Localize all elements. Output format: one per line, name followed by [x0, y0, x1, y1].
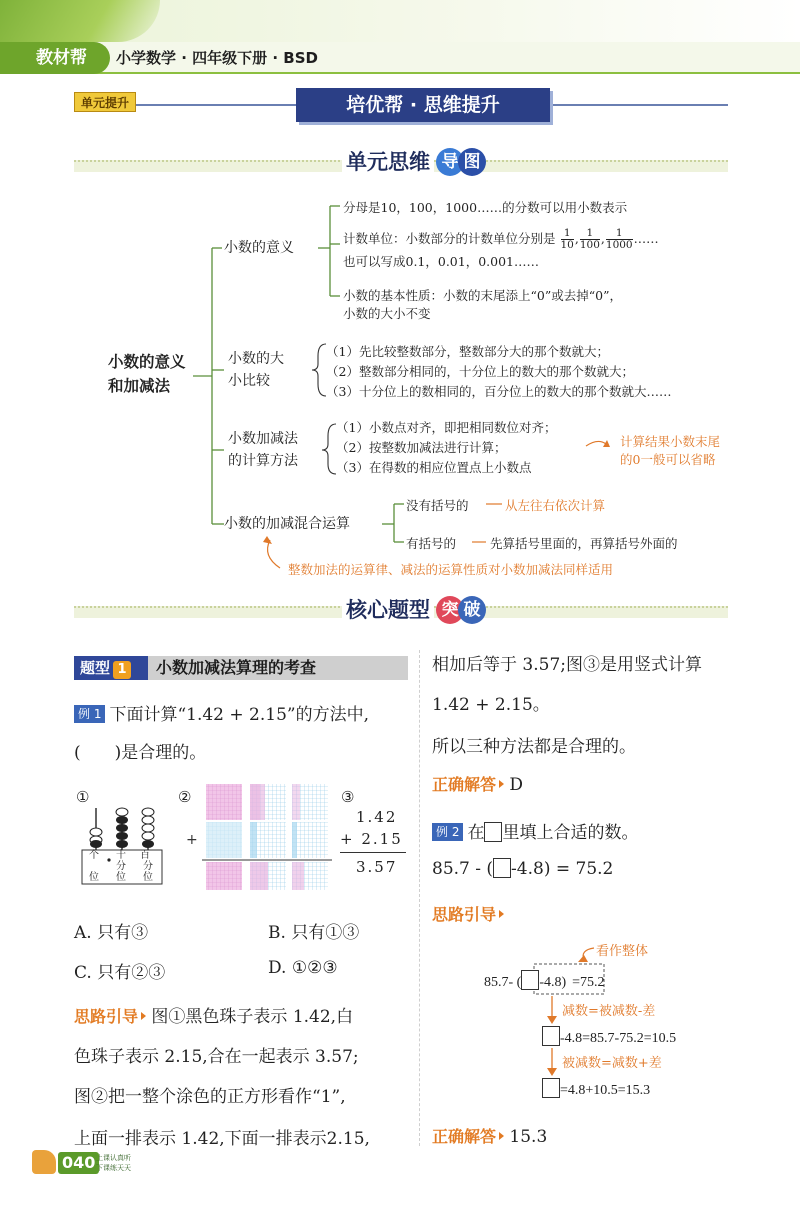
node-mixed: 小数的加减混合运算	[224, 516, 350, 532]
vertical-addend-1: 1.42	[356, 808, 398, 826]
example1-answer-head: 正确解答	[432, 775, 497, 794]
mindmap-title-text: 单元思维	[342, 144, 434, 180]
derivation-eq-2	[542, 1026, 676, 1047]
root-line-1: 小数的意义	[108, 353, 186, 371]
abacus-label-bai: 百	[140, 850, 150, 861]
eq2-text: -4.8=85.7-75.2=10.5	[560, 1031, 677, 1046]
book-title: 小学数学 · 四年级下册 · BSD	[116, 49, 318, 67]
mixed-no-bracket-rule: 从左往右依次计算	[505, 498, 606, 513]
meaning-item-3-line-1: 小数的基本性质：小数的末尾添上“0”或去掉“0”，	[343, 288, 622, 303]
abacus-sub-ge: 位	[89, 872, 99, 883]
mixed-bracket: 有括号的	[406, 536, 457, 551]
derivation-eq-1	[484, 970, 605, 991]
eq3-box	[542, 1078, 560, 1098]
example1-tag: 例 1	[74, 705, 105, 723]
compare-item-2: （2）整数部分相同的，十分位上的数大的那个数就大；	[326, 364, 634, 379]
method-item-2: （2）按整数加减法进行计算；	[336, 440, 507, 455]
eq3-text: =4.8+10.5=15.3	[560, 1083, 651, 1098]
option-d-text: ①②③	[291, 958, 338, 978]
vertical-result: 3.57	[356, 858, 398, 876]
whole-note: 看作整体	[596, 944, 649, 959]
equation-part-a: 85.7 - (	[432, 859, 494, 879]
eq1-c: =75.2	[572, 975, 605, 990]
page-number: 040	[58, 1152, 99, 1174]
fig-label-1: ①	[76, 788, 90, 806]
abacus-sub-shi: 分	[116, 861, 126, 872]
rule-1: 减数=被减数-差	[562, 1004, 656, 1019]
example2-q-a: 在	[467, 823, 485, 843]
method-note-1: 计算结果小数末尾	[620, 434, 721, 449]
derivation-eq-3	[542, 1078, 650, 1099]
compare-item-1: （1）先比较整数部分，整数部分大的那个数就大；	[326, 344, 609, 359]
abacus-sub2-bai: 位	[143, 872, 153, 883]
example1-answer-value: D	[509, 775, 524, 795]
fig-label-2: ②	[178, 788, 192, 806]
example1-hint-line-5: 相加后等于 3.57;图③是用竖式计算	[432, 655, 702, 675]
abacus-sub-bai: 分	[143, 861, 153, 872]
frac-num: 1	[561, 228, 574, 240]
frac-num: 1	[606, 228, 633, 240]
example2-answer-head: 正确解答	[432, 1127, 497, 1146]
abacus-label-ge: 个	[89, 850, 99, 861]
unit-suffix: ……	[633, 231, 659, 246]
answer2-arrow-icon	[499, 1132, 504, 1140]
footer-note-1: 上课认真听	[96, 1154, 131, 1162]
compare-item-3: （3）十分位上的数相同的，百分位上的数大的那个数就大……	[326, 384, 672, 399]
mixed-no-bracket: 没有括号的	[406, 498, 469, 513]
example1-hint-line-3: 图②把一整个涂色的正方形看作“1”,	[74, 1087, 346, 1107]
option-c-key: C.	[74, 963, 92, 983]
meaning-item-2-line-2: 也可以写成0.1，0.01，0.001……	[343, 254, 539, 269]
core-title-text: 核心题型	[342, 592, 434, 628]
rule-2: 被减数=减数+差	[562, 1056, 662, 1071]
method-note-2: 的0一般可以省略	[620, 452, 716, 467]
example1-hint-line-2: 色珠子表示 2.15,合在一起表示 3.57;	[74, 1047, 359, 1067]
option-b-key: B.	[268, 923, 286, 943]
footer-note	[96, 1153, 131, 1173]
option-a-text: 只有③	[97, 923, 149, 943]
vertical-addend-2: + 2.15	[340, 830, 403, 848]
section-banner: 培优帮 · 思维提升	[296, 88, 550, 122]
node-meaning: 小数的意义	[224, 240, 294, 256]
unit-tag: 单元提升	[74, 92, 136, 112]
example1-hint-line-4: 上面一排表示 1.42,下面一排表示2.15,	[74, 1129, 370, 1149]
frac-num: 1	[580, 228, 600, 240]
hint-text-1: 图①黑色珠子表示 1.42,白	[151, 1007, 354, 1027]
option-a-key: A.	[74, 923, 92, 943]
option-d-key: D.	[268, 958, 287, 978]
eq1-a: 85.7- (	[484, 975, 522, 990]
footer-mascot-icon	[32, 1150, 56, 1174]
option-c-text: 只有②③	[97, 963, 166, 983]
type-word: 题型	[80, 659, 111, 677]
meaning-item-1: 分母是10，100，1000……的分数可以用小数表示	[343, 200, 628, 215]
example1-hint-head: 思路引导	[74, 1007, 139, 1026]
equation-part-b: -4.8) = 75.2	[511, 859, 614, 879]
badge-tu: 图	[458, 148, 486, 176]
eq2-box	[542, 1026, 560, 1046]
eq1-b: -4.8)	[539, 975, 567, 990]
fig-label-3: ③	[341, 788, 355, 806]
badge-dao: 导	[436, 148, 464, 176]
frac-den: 10	[560, 239, 574, 251]
svg-text:+: +	[186, 832, 198, 848]
compare-label-2: 小比较	[228, 373, 270, 389]
method-item-1: （1）小数点对齐，即把相同数位对齐；	[336, 420, 557, 435]
method-item-3: （3）在得数的相应位置点上小数点	[336, 460, 532, 475]
example2-answer	[432, 1124, 547, 1147]
example1-question-line-2: ( )是合理的。	[74, 743, 207, 763]
example2-tag: 例 2	[432, 823, 463, 841]
example1-hint-line-7: 所以三种方法都是合理的。	[432, 737, 636, 757]
badge-po: 破	[458, 596, 486, 624]
question-type-title: 小数加减法算理的考查	[156, 658, 317, 677]
badge-tu2: 突	[436, 596, 464, 624]
compare-label-1: 小数的大	[228, 351, 284, 367]
unit-prefix: 计数单位：小数部分的计数单位分别是	[343, 231, 556, 246]
meaning-item-3-line-2: 小数的大小不变	[343, 306, 431, 321]
method-label-2: 的计算方法	[228, 453, 298, 469]
type-number: 1	[113, 661, 131, 679]
footer-note-2: 下课练天天	[96, 1164, 131, 1172]
eq1-box	[521, 970, 539, 990]
frac-den: 100	[579, 239, 600, 251]
mixed-note: 整数加法的运算律、减法的运算性质对小数加减法同样适用	[288, 562, 614, 577]
meaning-item-2: 计数单位：小数部分的计数单位分别是 $\frac{1}{10}$ , $\frac{1}{100}$ , $\frac{1}{1000}$ ……	[343, 227, 659, 251]
method-label-1: 小数加减法	[228, 431, 298, 447]
example2-q-b: 里填上合适的数。	[502, 823, 639, 843]
abacus-label-shi: 十	[116, 850, 126, 861]
example1-hint-line-6: 1.42 + 2.15。	[432, 695, 550, 715]
mixed-bracket-rule: 先算括号里面的，再算括号外面的	[490, 536, 678, 551]
abacus-sub2-shi: 位	[116, 872, 126, 883]
brand-label: 教材帮	[0, 42, 110, 74]
root-line-2: 和加减法	[108, 377, 171, 395]
example1-line-1: 下面计算“1.42 + 2.15”的方法中,	[109, 705, 369, 725]
frac-den: 1000	[605, 239, 633, 251]
example2-answer-value: 15.3	[509, 1127, 548, 1147]
example2-hint-head: 思路引导	[432, 905, 497, 924]
option-b-text: 只有①③	[291, 923, 360, 943]
